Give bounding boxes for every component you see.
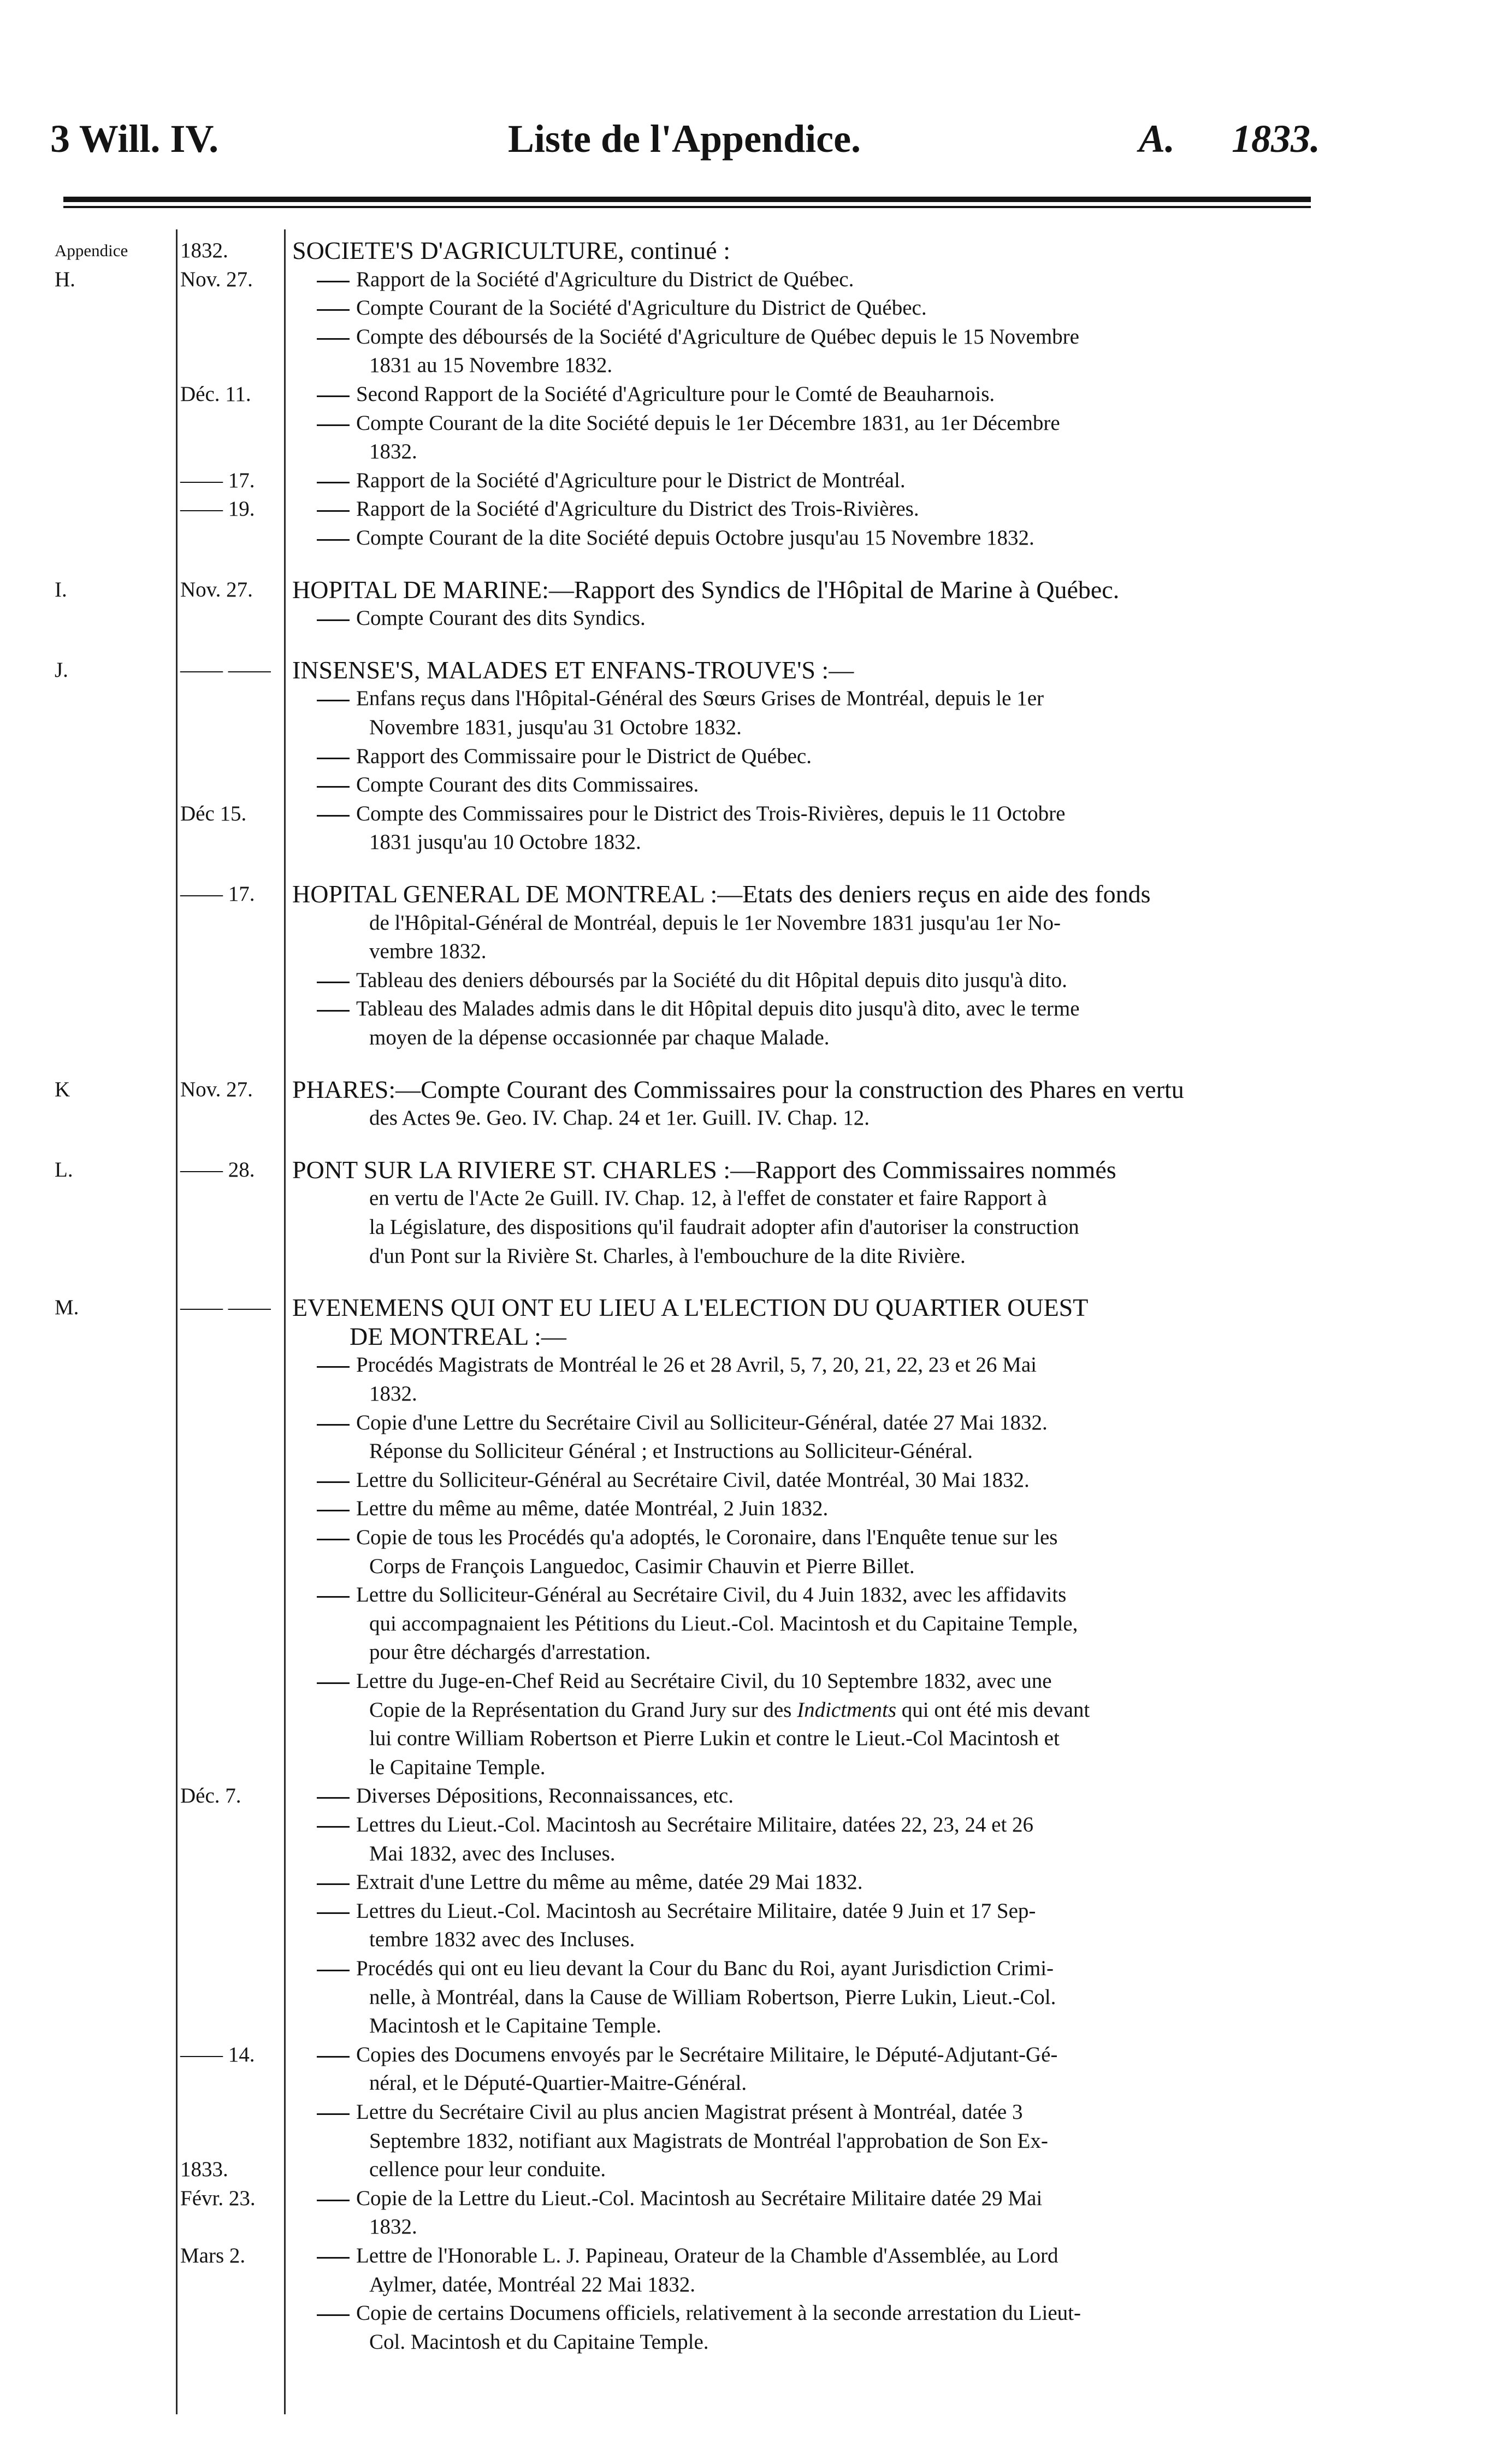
list-item xyxy=(0,1523,1496,1552)
entry-text: qui accompagnaient les Pétitions du Lieut.-Col. Macintosh et du Capitaine Temple, xyxy=(369,1612,1078,1635)
entry-text: le Capitaine Temple. xyxy=(369,1756,546,1779)
list-item xyxy=(0,1810,1496,1839)
list-item xyxy=(0,437,1496,466)
list-item xyxy=(0,466,1496,495)
header-rule-thin xyxy=(63,206,1311,208)
entry-date: —— 17. xyxy=(180,882,255,906)
list-item xyxy=(0,2327,1496,2356)
entry-date: —— —— xyxy=(180,658,271,682)
list-item xyxy=(0,1839,1496,1868)
list-item xyxy=(0,828,1496,856)
entry-text: Copies des Documens envoyés par le Secrétaire Militaire, le Député-Adjutant-Gé- xyxy=(356,2043,1058,2066)
list-item xyxy=(0,1983,1496,2012)
entry-date: —— —— xyxy=(180,1296,271,1319)
entry-date: Nov. 27. xyxy=(180,1078,253,1101)
entry-text: Copie de la Lettre du Lieut.-Col. Macintosh au Secrétaire Militaire datée 29 Mai xyxy=(356,2187,1043,2210)
list-item xyxy=(0,1322,1496,1351)
list-item xyxy=(0,293,1496,322)
entry-text: Compte Courant de la dite Société depuis Octobre jusqu'au 15 Novembre 1832. xyxy=(356,526,1034,549)
entry-text: Réponse du Solliciteur Général ; et Instructions au Solliciteur-Général. xyxy=(369,1439,973,1463)
entry-text: Extrait d'une Lettre du même au même, datée 29 Mai 1832. xyxy=(356,1870,863,1894)
entry-text: Lettre du Solliciteur-Général au Secrétaire Civil, datée Montréal, 30 Mai 1832. xyxy=(356,1468,1030,1492)
appendix-letter: M. xyxy=(55,1296,79,1319)
list-item xyxy=(0,236,1496,265)
entry-text: Rapport des Commissaire pour le District de Québec. xyxy=(356,744,812,768)
entry-date: Mars 2. xyxy=(180,2244,246,2267)
list-item xyxy=(0,1724,1496,1753)
list-item xyxy=(0,1494,1496,1523)
entry-text: Compte Courant des dits Commissaires. xyxy=(356,773,699,796)
list-item xyxy=(0,937,1496,966)
entry-date: —— 19. xyxy=(180,497,255,521)
entry-text: en vertu de l'Acte 2e Guill. IV. Chap. 12, à l'effet de constater et faire Rapport à xyxy=(369,1186,1047,1210)
entry-date: —— 17. xyxy=(180,469,255,492)
list-item xyxy=(0,2069,1496,2097)
entry-text: Compte Courant des dits Syndics. xyxy=(356,606,646,630)
entry-date: 1833. xyxy=(180,2158,228,2181)
list-item xyxy=(0,966,1496,995)
entry-text-part: qui ont été mis devant xyxy=(896,1698,1090,1722)
list-item xyxy=(0,1552,1496,1581)
list-item xyxy=(0,1868,1496,1896)
list-item xyxy=(0,1781,1496,1810)
entry-text: HOPITAL GENERAL DE MONTREAL :—Etats des deniers reçus en aide des fonds xyxy=(292,880,1151,908)
list-item xyxy=(0,2184,1496,2213)
entry-text: Septembre 1832, notifiant aux Magistrats de Montréal l'approbation de Son Ex- xyxy=(369,2129,1048,2153)
entry-text: Lettre du Solliciteur-Général au Secrétaire Civil, du 4 Juin 1832, avec les affidavits xyxy=(356,1583,1067,1606)
entry-text: SOCIETE'S D'AGRICULTURE, continué : xyxy=(292,237,730,264)
list-item xyxy=(0,1075,1496,1104)
entry-text: Lettre du même au même, datée Montréal, 2 Juin 1832. xyxy=(356,1497,829,1520)
running-head-left: 3 Will. IV. xyxy=(50,117,219,161)
entry-text: Novembre 1831, jusqu'au 31 Octobre 1832. xyxy=(369,716,742,739)
entry-text: Compte des Commissaires pour le District des Trois-Rivières, depuis le 11 Octobre xyxy=(356,802,1066,825)
entry-text: Aylmer, datée, Montréal 22 Mai 1832. xyxy=(369,2273,696,2296)
entry-text: 1831 jusqu'au 10 Octobre 1832. xyxy=(369,830,641,854)
entry-text: Second Rapport de la Société d'Agriculture pour le Comté de Beauharnois. xyxy=(356,382,995,406)
list-item xyxy=(0,1753,1496,1782)
entry-text: Lettre de l'Honorable L. J. Papineau, Orateur de la Chamble d'Assemblée, au Lord xyxy=(356,2244,1059,2267)
entry-text: Corps de François Languedoc, Casimir Chauvin et Pierre Billet. xyxy=(369,1555,915,1578)
entry-text: Macintosh et le Capitaine Temple. xyxy=(369,2014,661,2037)
entry-date: —— 28. xyxy=(180,1158,255,1181)
entry-text: Lettres du Lieut.-Col. Macintosh au Secrétaire Militaire, datée 9 Juin et 17 Sep- xyxy=(356,1899,1036,1923)
list-item xyxy=(0,879,1496,908)
appendix-letter: H. xyxy=(55,268,75,291)
list-item xyxy=(0,2298,1496,2327)
entry-text: PHARES:—Compte Courant des Commissaires pour la construction des Phares en vertu xyxy=(292,1076,1184,1103)
entry-text: HOPITAL DE MARINE:—Rapport des Syndics de l'Hôpital de Marine à Québec. xyxy=(292,576,1120,604)
entry-text xyxy=(369,1695,1336,1724)
list-item xyxy=(0,713,1496,742)
list-item xyxy=(0,604,1496,633)
entry-text: Compte Courant de la Société d'Agriculture du District de Québec. xyxy=(356,296,927,320)
entry-text: la Législature, des dispositions qu'il faudrait adopter afin d'autoriser la construction xyxy=(369,1215,1079,1239)
running-head-right xyxy=(1139,117,1461,161)
entry-text: 1832. xyxy=(369,440,417,463)
list-item xyxy=(0,1242,1496,1271)
header-rule-thick xyxy=(63,197,1311,202)
entry-text: vembre 1832. xyxy=(369,939,487,963)
list-item xyxy=(0,2155,1496,2184)
list-item xyxy=(0,1350,1496,1379)
running-head-title: Liste de l'Appendice. xyxy=(508,117,861,161)
entry-text: Lettre du Secrétaire Civil au plus ancien Magistrat présent à Montréal, datée 3 xyxy=(356,2100,1023,2124)
list-item xyxy=(0,2011,1496,2040)
list-item xyxy=(0,1580,1496,1609)
running-head-year: 1833. xyxy=(1232,117,1320,161)
list-item xyxy=(0,1667,1496,1695)
list-item xyxy=(0,523,1496,552)
list-item xyxy=(0,322,1496,351)
list-item xyxy=(0,1638,1496,1667)
list-item xyxy=(0,2097,1496,2126)
entry-date: Déc. 11. xyxy=(180,382,251,406)
entry-text: nelle, à Montréal, dans la Cause de William Robertson, Pierre Lukin, Lieut.-Col. xyxy=(369,1986,1056,2009)
list-item xyxy=(0,265,1496,294)
entry-text: DE MONTREAL :— xyxy=(350,1322,566,1350)
entry-text: Procédés qui ont eu lieu devant la Cour du Banc du Roi, ayant Jurisdiction Crimi- xyxy=(356,1957,1054,1980)
entry-text: Tableau des Malades admis dans le dit Hôpital depuis dito jusqu'à dito, avec le terme xyxy=(356,997,1080,1020)
list-item xyxy=(0,1437,1496,1466)
list-item xyxy=(0,2241,1496,2270)
entry-date: Déc. 7. xyxy=(180,1784,241,1807)
entry-text-part: Copie de la Représentation du Grand Jury sur des xyxy=(369,1698,792,1722)
list-item xyxy=(0,380,1496,409)
entry-text-italic: Indictments xyxy=(797,1698,897,1722)
entry-text: Rapport de la Société d'Agriculture pour le District de Montréal. xyxy=(356,469,906,492)
entry-text: 1832. xyxy=(369,1382,417,1405)
entry-text: Col. Macintosh et du Capitaine Temple. xyxy=(369,2330,709,2354)
entry-text: Lettre du Juge-en-Chef Reid au Secrétaire Civil, du 10 Septembre 1832, avec une xyxy=(356,1669,1052,1693)
section-letter: A. xyxy=(1139,117,1175,161)
appendix-letter: L. xyxy=(55,1158,73,1181)
list-item xyxy=(0,684,1496,713)
list-item xyxy=(0,742,1496,771)
list-item xyxy=(0,1695,1496,1724)
list-item xyxy=(0,1213,1496,1242)
entry-text: Enfans reçus dans l'Hôpital-Général des Sœurs Grises de Montréal, depuis le 1er xyxy=(356,687,1044,710)
appendix-letter: K xyxy=(55,1078,70,1101)
entry-date: —— 14. xyxy=(180,2043,255,2066)
appendix-letter: J. xyxy=(55,658,68,682)
entry-text: Procédés Magistrats de Montréal le 26 et 28 Avril, 5, 7, 20, 21, 22, 23 et 26 Mai xyxy=(356,1353,1037,1376)
entry-text: EVENEMENS QUI ONT EU LIEU A L'ELECTION DU QUARTIER OUEST xyxy=(292,1293,1089,1321)
list-item xyxy=(0,1925,1496,1954)
list-item xyxy=(0,1609,1496,1638)
list-item xyxy=(0,1023,1496,1052)
list-item xyxy=(0,799,1496,828)
list-item xyxy=(0,994,1496,1023)
list-item xyxy=(0,1155,1496,1184)
list-item xyxy=(0,1954,1496,1983)
entry-text: pour être déchargés d'arrestation. xyxy=(369,1640,651,1664)
list-item xyxy=(0,1103,1496,1132)
entry-date: Nov. 27. xyxy=(180,268,253,291)
list-item xyxy=(0,1184,1496,1213)
list-item xyxy=(0,494,1496,523)
list-item xyxy=(0,575,1496,604)
list-item xyxy=(0,2270,1496,2299)
entry-date: Déc 15. xyxy=(180,802,247,825)
list-item xyxy=(0,409,1496,438)
list-item xyxy=(0,1293,1496,1322)
list-item xyxy=(0,351,1496,380)
entry-text: Copie d'une Lettre du Secrétaire Civil au Solliciteur-Général, datée 27 Mai 1832. xyxy=(356,1411,1048,1434)
entry-text: INSENSE'S, MALADES ET ENFANS-TROUVE'S :— xyxy=(292,656,854,684)
entry-text: lui contre William Robertson et Pierre Lukin et contre le Lieut.-Col Macintosh et xyxy=(369,1727,1060,1750)
entry-text: cellence pour leur conduite. xyxy=(369,2158,606,2181)
entry-text: Rapport de la Société d'Agriculture du District des Trois-Rivières. xyxy=(356,497,919,521)
appendix-letter: Appendice xyxy=(55,241,128,260)
appendix-letter: I. xyxy=(55,578,67,601)
entry-text: néral, et le Député-Quartier-Maitre-Général. xyxy=(369,2071,747,2095)
entry-text: Tableau des deniers déboursés par la Société du dit Hôpital depuis dito jusqu'à dito. xyxy=(356,968,1067,992)
list-item xyxy=(0,1896,1496,1925)
entry-text: Compte Courant de la dite Société depuis le 1er Décembre 1831, au 1er Décembre xyxy=(356,411,1060,435)
entry-text: tembre 1832 avec des Incluses. xyxy=(369,1928,635,1951)
list-item xyxy=(0,1408,1496,1437)
entry-text: Copie de certains Documens officiels, relativement à la seconde arrestation du Lieut- xyxy=(356,2301,1081,2325)
list-item xyxy=(0,908,1496,937)
entry-text: Lettres du Lieut.-Col. Macintosh au Secrétaire Militaire, datées 22, 23, 24 et 26 xyxy=(356,1813,1034,1836)
list-item xyxy=(0,770,1496,799)
entry-text: PONT SUR LA RIVIERE ST. CHARLES :—Rapport des Commissaires nommés xyxy=(292,1156,1116,1184)
list-item xyxy=(0,655,1496,684)
entry-text: Mai 1832, avec des Incluses. xyxy=(369,1842,616,1865)
entry-text: de l'Hôpital-Général de Montréal, depuis le 1er Novembre 1831 jusqu'au 1er No- xyxy=(369,911,1061,935)
entry-text: d'un Pont sur la Rivière St. Charles, à l'embouchure de la dite Rivière. xyxy=(369,1244,966,1268)
entry-text: des Actes 9e. Geo. IV. Chap. 24 et 1er. Guill. IV. Chap. 12. xyxy=(369,1106,870,1130)
list-item xyxy=(0,2040,1496,2069)
entry-date: 1832. xyxy=(180,239,228,262)
entry-date: Févr. 23. xyxy=(180,2187,256,2210)
entry-text: Compte des déboursés de la Société d'Agriculture de Québec depuis le 15 Novembre xyxy=(356,325,1079,348)
entry-date: Nov. 27. xyxy=(180,578,253,601)
entry-text: Diverses Dépositions, Reconnaissances, etc. xyxy=(356,1784,734,1807)
entry-text: 1831 au 15 Novembre 1832. xyxy=(369,353,613,377)
entry-text: moyen de la dépense occasionnée par chaque Malade. xyxy=(369,1026,830,1049)
list-item xyxy=(0,1466,1496,1494)
list-item xyxy=(0,2126,1496,2155)
entry-text: Rapport de la Société d'Agriculture du District de Québec. xyxy=(356,268,854,291)
list-item xyxy=(0,1379,1496,1408)
entry-text: 1832. xyxy=(369,2215,417,2238)
list-item xyxy=(0,2212,1496,2241)
entry-text: Copie de tous les Procédés qu'a adoptés, le Coronaire, dans l'Enquête tenue sur les xyxy=(356,1526,1058,1549)
